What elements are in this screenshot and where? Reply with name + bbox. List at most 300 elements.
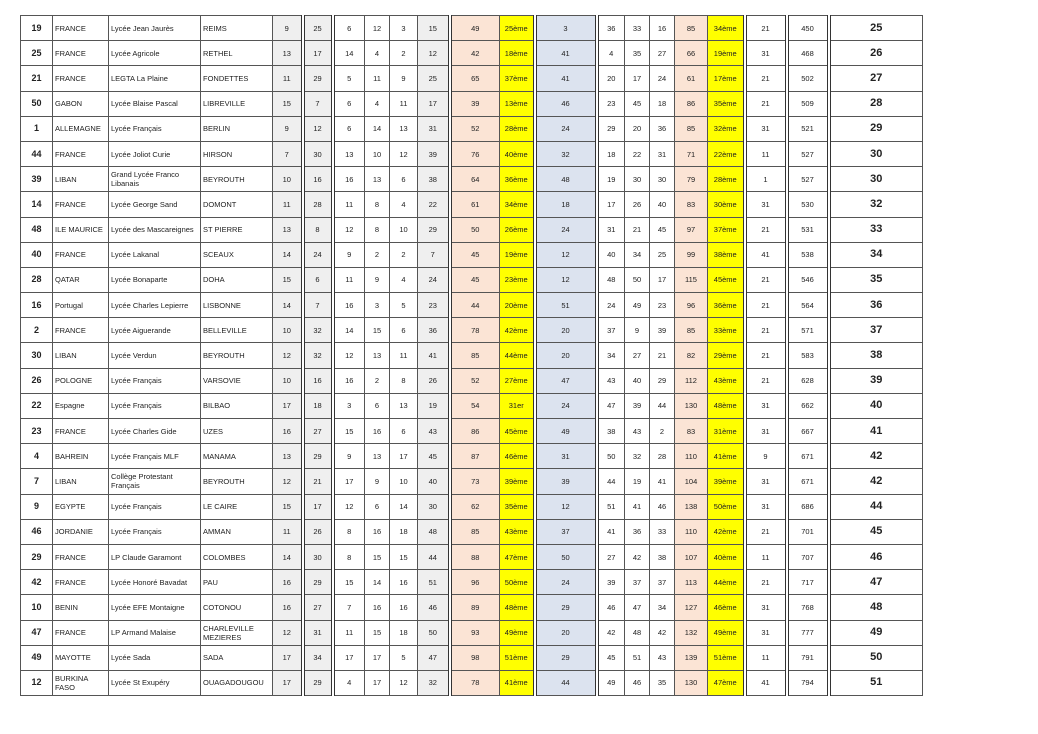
cell-subtotal-2: 71 <box>675 141 708 166</box>
cell-score-8: 20 <box>597 66 625 91</box>
table-row <box>21 16 923 41</box>
cell-final-rank: 36 <box>829 293 923 318</box>
cell-final-rank: 35 <box>829 267 923 292</box>
cell-country: QATAR <box>53 267 109 292</box>
cell-score-11: 31 <box>745 419 787 444</box>
cell-score-10: 41 <box>650 469 675 494</box>
cell-score-1: 13 <box>273 444 303 469</box>
cell-score-10: 42 <box>650 620 675 645</box>
cell-rank-1: 45ème <box>500 419 535 444</box>
cell-score-7: 20 <box>535 318 597 343</box>
cell-score-8: 38 <box>597 419 625 444</box>
cell-subtotal-1: 89 <box>450 595 500 620</box>
cell-school-id: 44 <box>21 141 53 166</box>
cell-school-id: 1 <box>21 116 53 141</box>
cell-country: LIBAN <box>53 167 109 192</box>
cell-city: UZES <box>201 419 273 444</box>
cell-country: ILE MAURICE <box>53 217 109 242</box>
cell-subtotal-2: 104 <box>675 469 708 494</box>
cell-country: BENIN <box>53 595 109 620</box>
cell-score-7: 41 <box>535 41 597 66</box>
cell-score-7: 47 <box>535 368 597 393</box>
table-row <box>21 645 923 670</box>
cell-subtotal-2: 85 <box>675 318 708 343</box>
cell-score-1: 14 <box>273 293 303 318</box>
cell-school-id: 14 <box>21 192 53 217</box>
cell-score-10: 21 <box>650 343 675 368</box>
cell-school-name: Grand Lycée Franco Libanais <box>109 167 201 192</box>
cell-score-4: 6 <box>365 494 390 519</box>
cell-country: BAHREIN <box>53 444 109 469</box>
cell-score-9: 36 <box>625 519 650 544</box>
cell-school-name: Lycée Bonaparte <box>109 267 201 292</box>
cell-city: BEYROUTH <box>201 343 273 368</box>
cell-total: 521 <box>787 116 829 141</box>
cell-score-7: 46 <box>535 91 597 116</box>
cell-score-5: 16 <box>390 570 418 595</box>
cell-final-rank: 46 <box>829 544 923 569</box>
cell-score-1: 17 <box>273 670 303 695</box>
cell-score-6: 46 <box>418 595 450 620</box>
cell-score-2: 27 <box>303 595 333 620</box>
cell-score-6: 17 <box>418 91 450 116</box>
cell-score-1: 15 <box>273 91 303 116</box>
cell-score-7: 49 <box>535 419 597 444</box>
cell-score-5: 14 <box>390 494 418 519</box>
cell-score-7: 29 <box>535 595 597 620</box>
cell-final-rank: 49 <box>829 620 923 645</box>
cell-score-8: 4 <box>597 41 625 66</box>
cell-city: REIMS <box>201 16 273 41</box>
cell-score-3: 17 <box>333 645 365 670</box>
cell-school-name: Lycée Charles Gide <box>109 419 201 444</box>
cell-rank-2: 40ème <box>708 544 745 569</box>
cell-score-8: 19 <box>597 167 625 192</box>
cell-score-7: 29 <box>535 645 597 670</box>
cell-rank-2: 35ème <box>708 91 745 116</box>
cell-score-9: 41 <box>625 494 650 519</box>
cell-score-10: 24 <box>650 66 675 91</box>
cell-score-6: 22 <box>418 192 450 217</box>
cell-subtotal-2: 130 <box>675 393 708 418</box>
cell-total: 509 <box>787 91 829 116</box>
cell-score-7: 12 <box>535 267 597 292</box>
cell-school-name: LP Claude Garamont <box>109 544 201 569</box>
cell-final-rank: 42 <box>829 469 923 494</box>
cell-score-7: 39 <box>535 469 597 494</box>
table-row <box>21 318 923 343</box>
cell-score-3: 11 <box>333 192 365 217</box>
cell-subtotal-2: 61 <box>675 66 708 91</box>
cell-score-5: 10 <box>390 469 418 494</box>
cell-score-3: 15 <box>333 419 365 444</box>
cell-rank-1: 28ème <box>500 116 535 141</box>
cell-score-11: 31 <box>745 192 787 217</box>
cell-city: FONDETTES <box>201 66 273 91</box>
cell-rank-1: 18ème <box>500 41 535 66</box>
table-row <box>21 116 923 141</box>
cell-city: BERLIN <box>201 116 273 141</box>
cell-city: LE CAIRE <box>201 494 273 519</box>
cell-city: BEYROUTH <box>201 167 273 192</box>
cell-score-3: 5 <box>333 66 365 91</box>
cell-score-5: 8 <box>390 368 418 393</box>
cell-subtotal-2: 139 <box>675 645 708 670</box>
cell-score-6: 41 <box>418 343 450 368</box>
cell-subtotal-1: 78 <box>450 318 500 343</box>
cell-score-9: 32 <box>625 444 650 469</box>
cell-subtotal-2: 138 <box>675 494 708 519</box>
cell-score-8: 49 <box>597 670 625 695</box>
cell-subtotal-1: 65 <box>450 66 500 91</box>
cell-score-8: 23 <box>597 91 625 116</box>
cell-score-1: 17 <box>273 393 303 418</box>
cell-score-10: 40 <box>650 192 675 217</box>
cell-subtotal-1: 52 <box>450 368 500 393</box>
cell-country: FRANCE <box>53 544 109 569</box>
cell-total: 671 <box>787 469 829 494</box>
cell-school-name: Lycée Français <box>109 393 201 418</box>
cell-score-9: 49 <box>625 293 650 318</box>
cell-score-9: 43 <box>625 419 650 444</box>
cell-country: FRANCE <box>53 318 109 343</box>
cell-rank-2: 42ème <box>708 519 745 544</box>
cell-subtotal-1: 78 <box>450 670 500 695</box>
cell-total: 538 <box>787 242 829 267</box>
cell-score-11: 21 <box>745 368 787 393</box>
cell-subtotal-2: 127 <box>675 595 708 620</box>
cell-score-9: 21 <box>625 217 650 242</box>
cell-school-id: 47 <box>21 620 53 645</box>
cell-score-6: 24 <box>418 267 450 292</box>
cell-score-3: 16 <box>333 293 365 318</box>
cell-subtotal-2: 86 <box>675 91 708 116</box>
cell-final-rank: 50 <box>829 645 923 670</box>
cell-total: 662 <box>787 393 829 418</box>
cell-score-3: 14 <box>333 41 365 66</box>
cell-score-6: 7 <box>418 242 450 267</box>
cell-school-name: Lycée Lakanal <box>109 242 201 267</box>
cell-score-10: 44 <box>650 393 675 418</box>
cell-score-7: 32 <box>535 141 597 166</box>
cell-rank-1: 19ème <box>500 242 535 267</box>
cell-school-name: Lycée Français <box>109 116 201 141</box>
cell-score-11: 21 <box>745 570 787 595</box>
cell-score-9: 33 <box>625 16 650 41</box>
cell-rank-2: 30ème <box>708 192 745 217</box>
cell-school-id: 2 <box>21 318 53 343</box>
cell-score-3: 11 <box>333 267 365 292</box>
cell-country: POLOGNE <box>53 368 109 393</box>
cell-score-6: 47 <box>418 645 450 670</box>
cell-country: FRANCE <box>53 41 109 66</box>
cell-score-8: 44 <box>597 469 625 494</box>
cell-score-1: 11 <box>273 192 303 217</box>
cell-score-6: 44 <box>418 544 450 569</box>
cell-score-3: 16 <box>333 368 365 393</box>
cell-score-1: 13 <box>273 217 303 242</box>
cell-score-2: 24 <box>303 242 333 267</box>
cell-score-11: 11 <box>745 141 787 166</box>
cell-score-7: 20 <box>535 620 597 645</box>
cell-rank-2: 36ème <box>708 293 745 318</box>
cell-subtotal-2: 82 <box>675 343 708 368</box>
ranking-table <box>20 15 923 696</box>
cell-subtotal-1: 44 <box>450 293 500 318</box>
cell-rank-1: 39ème <box>500 469 535 494</box>
cell-rank-1: 42ème <box>500 318 535 343</box>
cell-score-4: 13 <box>365 343 390 368</box>
cell-subtotal-2: 85 <box>675 116 708 141</box>
cell-city: COLOMBES <box>201 544 273 569</box>
cell-subtotal-2: 83 <box>675 419 708 444</box>
cell-rank-1: 44ème <box>500 343 535 368</box>
cell-score-2: 27 <box>303 419 333 444</box>
cell-score-5: 6 <box>390 167 418 192</box>
cell-rank-1: 13ème <box>500 91 535 116</box>
cell-final-rank: 48 <box>829 595 923 620</box>
cell-score-6: 19 <box>418 393 450 418</box>
table-row <box>21 519 923 544</box>
cell-school-id: 49 <box>21 645 53 670</box>
cell-score-7: 24 <box>535 116 597 141</box>
cell-score-4: 2 <box>365 242 390 267</box>
cell-rank-1: 37ème <box>500 66 535 91</box>
cell-total: 717 <box>787 570 829 595</box>
cell-city: BEYROUTH <box>201 469 273 494</box>
cell-score-10: 35 <box>650 670 675 695</box>
cell-school-id: 9 <box>21 494 53 519</box>
cell-final-rank: 37 <box>829 318 923 343</box>
cell-total: 531 <box>787 217 829 242</box>
table-row <box>21 570 923 595</box>
table-row <box>21 41 923 66</box>
cell-score-2: 18 <box>303 393 333 418</box>
cell-score-9: 39 <box>625 393 650 418</box>
cell-score-2: 21 <box>303 469 333 494</box>
cell-country: Espagne <box>53 393 109 418</box>
cell-final-rank: 45 <box>829 519 923 544</box>
cell-rank-2: 32ème <box>708 116 745 141</box>
cell-final-rank: 42 <box>829 444 923 469</box>
cell-subtotal-2: 99 <box>675 242 708 267</box>
cell-city: HIRSON <box>201 141 273 166</box>
cell-rank-1: 25ème <box>500 16 535 41</box>
cell-score-1: 16 <box>273 570 303 595</box>
cell-score-6: 12 <box>418 41 450 66</box>
cell-subtotal-1: 98 <box>450 645 500 670</box>
cell-total: 527 <box>787 141 829 166</box>
cell-score-4: 16 <box>365 519 390 544</box>
cell-score-1: 9 <box>273 116 303 141</box>
cell-score-8: 40 <box>597 242 625 267</box>
cell-score-1: 11 <box>273 66 303 91</box>
cell-score-11: 31 <box>745 620 787 645</box>
table-row <box>21 267 923 292</box>
cell-school-name: Lycée Jean Jaurès <box>109 16 201 41</box>
cell-score-11: 41 <box>745 242 787 267</box>
cell-rank-2: 44ème <box>708 570 745 595</box>
cell-total: 564 <box>787 293 829 318</box>
cell-score-5: 9 <box>390 66 418 91</box>
cell-rank-1: 23ème <box>500 267 535 292</box>
cell-score-10: 25 <box>650 242 675 267</box>
cell-score-2: 25 <box>303 16 333 41</box>
cell-rank-2: 43ème <box>708 368 745 393</box>
cell-subtotal-1: 61 <box>450 192 500 217</box>
cell-school-name: Lycée Français MLF <box>109 444 201 469</box>
cell-score-2: 30 <box>303 141 333 166</box>
cell-score-2: 29 <box>303 66 333 91</box>
cell-score-7: 51 <box>535 293 597 318</box>
cell-score-8: 41 <box>597 519 625 544</box>
cell-subtotal-1: 93 <box>450 620 500 645</box>
cell-score-3: 17 <box>333 469 365 494</box>
cell-score-8: 18 <box>597 141 625 166</box>
cell-city: CHARLEVILLE MEZIERES <box>201 620 273 645</box>
cell-rank-2: 39ème <box>708 469 745 494</box>
cell-rank-1: 49ème <box>500 620 535 645</box>
cell-score-4: 11 <box>365 66 390 91</box>
table-row <box>21 141 923 166</box>
cell-score-2: 32 <box>303 343 333 368</box>
cell-score-5: 11 <box>390 343 418 368</box>
cell-rank-2: 31ème <box>708 419 745 444</box>
cell-total: 628 <box>787 368 829 393</box>
cell-score-11: 11 <box>745 645 787 670</box>
cell-score-6: 43 <box>418 419 450 444</box>
cell-city: LISBONNE <box>201 293 273 318</box>
cell-score-6: 25 <box>418 66 450 91</box>
cell-score-4: 10 <box>365 141 390 166</box>
cell-country: FRANCE <box>53 66 109 91</box>
cell-rank-2: 37ème <box>708 217 745 242</box>
cell-score-11: 1 <box>745 167 787 192</box>
cell-rank-2: 29ème <box>708 343 745 368</box>
cell-subtotal-1: 86 <box>450 419 500 444</box>
cell-score-6: 36 <box>418 318 450 343</box>
cell-score-11: 21 <box>745 343 787 368</box>
cell-city: AMMAN <box>201 519 273 544</box>
cell-final-rank: 25 <box>829 16 923 41</box>
cell-score-11: 31 <box>745 494 787 519</box>
cell-score-11: 31 <box>745 41 787 66</box>
cell-score-7: 24 <box>535 393 597 418</box>
cell-subtotal-2: 85 <box>675 16 708 41</box>
table-row <box>21 368 923 393</box>
cell-score-5: 5 <box>390 293 418 318</box>
cell-country: FRANCE <box>53 620 109 645</box>
cell-score-6: 48 <box>418 519 450 544</box>
cell-school-id: 46 <box>21 519 53 544</box>
cell-score-3: 12 <box>333 217 365 242</box>
cell-city: RETHEL <box>201 41 273 66</box>
cell-subtotal-1: 45 <box>450 242 500 267</box>
cell-score-4: 14 <box>365 116 390 141</box>
cell-score-1: 11 <box>273 519 303 544</box>
cell-score-4: 6 <box>365 393 390 418</box>
cell-total: 527 <box>787 167 829 192</box>
cell-score-2: 16 <box>303 368 333 393</box>
cell-subtotal-2: 79 <box>675 167 708 192</box>
cell-final-rank: 29 <box>829 116 923 141</box>
cell-city: BILBAO <box>201 393 273 418</box>
cell-score-4: 4 <box>365 41 390 66</box>
cell-score-2: 29 <box>303 670 333 695</box>
cell-score-5: 12 <box>390 670 418 695</box>
cell-score-5: 16 <box>390 595 418 620</box>
cell-rank-1: 31er <box>500 393 535 418</box>
cell-total: 707 <box>787 544 829 569</box>
cell-score-9: 26 <box>625 192 650 217</box>
cell-score-7: 48 <box>535 167 597 192</box>
cell-total: 468 <box>787 41 829 66</box>
table-row <box>21 66 923 91</box>
cell-country: FRANCE <box>53 141 109 166</box>
cell-final-rank: 28 <box>829 91 923 116</box>
cell-score-5: 3 <box>390 16 418 41</box>
cell-school-name: Lycée Sada <box>109 645 201 670</box>
cell-score-1: 12 <box>273 620 303 645</box>
cell-final-rank: 30 <box>829 167 923 192</box>
cell-subtotal-1: 85 <box>450 343 500 368</box>
cell-total: 571 <box>787 318 829 343</box>
cell-score-10: 18 <box>650 91 675 116</box>
cell-subtotal-1: 42 <box>450 41 500 66</box>
cell-rank-2: 33ème <box>708 318 745 343</box>
cell-score-4: 3 <box>365 293 390 318</box>
cell-school-id: 16 <box>21 293 53 318</box>
cell-score-4: 16 <box>365 419 390 444</box>
cell-school-id: 42 <box>21 570 53 595</box>
cell-total: 667 <box>787 419 829 444</box>
cell-score-9: 19 <box>625 469 650 494</box>
cell-score-4: 12 <box>365 16 390 41</box>
cell-score-8: 46 <box>597 595 625 620</box>
cell-score-5: 6 <box>390 318 418 343</box>
cell-rank-2: 28ème <box>708 167 745 192</box>
cell-school-id: 23 <box>21 419 53 444</box>
cell-score-11: 9 <box>745 444 787 469</box>
cell-rank-2: 45ème <box>708 267 745 292</box>
cell-school-name: Lycée Agricole <box>109 41 201 66</box>
cell-score-3: 6 <box>333 91 365 116</box>
cell-score-3: 15 <box>333 570 365 595</box>
cell-final-rank: 41 <box>829 419 923 444</box>
cell-score-10: 37 <box>650 570 675 595</box>
cell-city: DOMONT <box>201 192 273 217</box>
cell-subtotal-1: 45 <box>450 267 500 292</box>
cell-final-rank: 34 <box>829 242 923 267</box>
cell-score-6: 51 <box>418 570 450 595</box>
cell-score-7: 44 <box>535 670 597 695</box>
cell-country: ALLEMAGNE <box>53 116 109 141</box>
cell-school-id: 12 <box>21 670 53 695</box>
cell-score-1: 14 <box>273 242 303 267</box>
cell-score-8: 29 <box>597 116 625 141</box>
cell-score-1: 15 <box>273 494 303 519</box>
table-row <box>21 595 923 620</box>
cell-score-7: 18 <box>535 192 597 217</box>
cell-school-name: Lycée Verdun <box>109 343 201 368</box>
cell-score-2: 7 <box>303 91 333 116</box>
cell-school-id: 29 <box>21 544 53 569</box>
cell-score-1: 12 <box>273 469 303 494</box>
cell-school-name: Lycée Aiguerande <box>109 318 201 343</box>
cell-school-id: 21 <box>21 66 53 91</box>
cell-score-5: 13 <box>390 116 418 141</box>
cell-score-3: 9 <box>333 444 365 469</box>
